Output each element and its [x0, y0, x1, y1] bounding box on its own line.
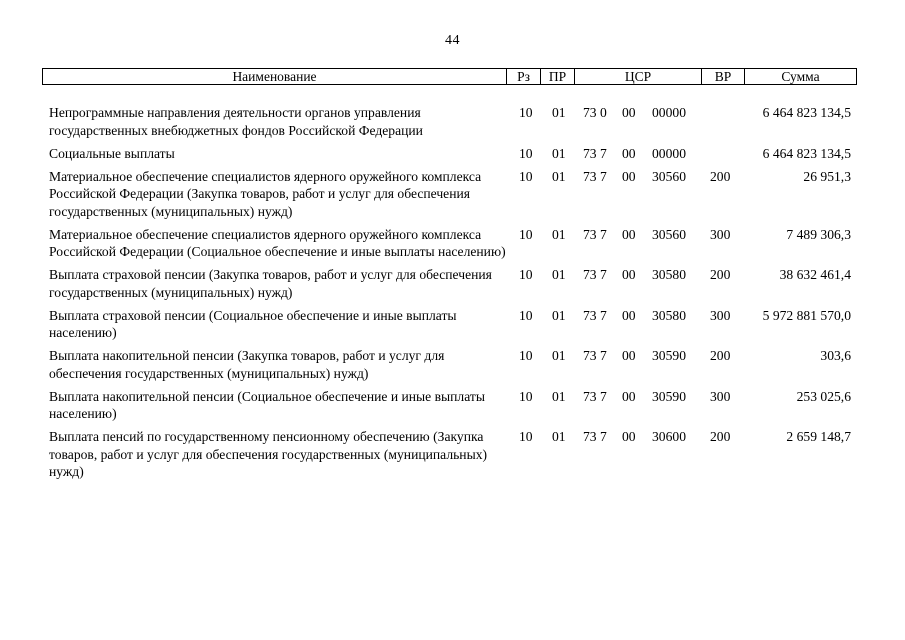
row-csr-program: 73 7: [583, 388, 607, 404]
row-sum: 6 464 823 134,5: [762, 145, 851, 161]
row-rz: 10: [519, 145, 533, 161]
row-csr-direction: 30590: [652, 388, 686, 404]
header-csr: ЦСР: [575, 69, 702, 85]
row-csr-program: 73 7: [583, 145, 607, 161]
table-header: [42, 68, 857, 85]
table-row: [42, 307, 857, 342]
row-csr-program: 73 7: [583, 307, 607, 323]
row-csr-direction: 30580: [652, 267, 686, 282]
table-row: [42, 104, 857, 139]
row-csr-subprogram: 00: [622, 388, 636, 404]
row-name: Выплата пенсий по государственному пенсионному обеспечению (Закупка товаров, работ и услуг для обеспечения государственных (муниципальных) нужд): [49, 429, 488, 479]
row-vr: 200: [710, 168, 731, 184]
header-pr: ПР: [541, 69, 575, 85]
row-sum: 7 489 306,3: [786, 226, 851, 242]
table-body: [42, 104, 857, 486]
row-rz: 10: [519, 168, 533, 184]
row-csr-program: 73 7: [583, 429, 607, 444]
row-sum: 2 659 148,7: [786, 429, 851, 444]
header-name: Наименование: [43, 69, 507, 85]
row-csr-program: 73 7: [583, 267, 607, 282]
row-csr-program: 73 7: [583, 348, 607, 363]
row-sum: 253 025,6: [796, 388, 851, 404]
table-row: [42, 388, 857, 423]
row-csr-program: 73 7: [583, 168, 607, 184]
header-vr: ВР: [702, 69, 745, 85]
row-vr: 300: [710, 226, 731, 242]
row-name: Выплата страховой пенсии (Социальное обеспечение и иные выплаты населению): [49, 307, 457, 340]
row-pr: 01: [552, 348, 566, 363]
row-sum: 26 951,3: [803, 168, 851, 184]
row-rz: 10: [519, 348, 533, 363]
row-csr-program: 73 7: [583, 226, 607, 242]
row-csr-direction: 30560: [652, 226, 686, 242]
row-csr-direction: 00000: [652, 105, 686, 120]
row-pr: 01: [552, 388, 566, 404]
row-name: Материальное обеспечение специалистов ядерного оружейного комплекса Российской Федерации (Социальное обеспечение и иные выплаты населению): [49, 226, 506, 259]
row-pr: 01: [552, 267, 566, 282]
row-vr: 300: [710, 388, 731, 404]
row-vr: 200: [710, 267, 731, 282]
row-csr-direction: 30560: [652, 168, 686, 184]
row-name: Выплата страховой пенсии (Закупка товаров, работ и услуг для обеспечения государственных (муниципальных) нужд): [49, 267, 492, 300]
row-pr: 01: [552, 105, 566, 120]
row-csr-subprogram: 00: [622, 429, 636, 444]
row-sum: 303,6: [820, 348, 851, 363]
row-sum: 5 972 881 570,0: [762, 307, 851, 323]
table-row: [42, 226, 857, 261]
row-vr: 200: [710, 348, 731, 363]
table-row: [42, 145, 857, 163]
row-csr-direction: 30580: [652, 307, 686, 323]
table-row: [42, 347, 857, 382]
page-number: 44: [445, 33, 460, 48]
header-rz: Рз: [507, 69, 541, 85]
row-csr-direction: 30590: [652, 348, 686, 363]
row-name: Выплата накопительной пенсии (Социальное обеспечение и иные выплаты населению): [49, 388, 485, 421]
row-pr: 01: [552, 429, 566, 444]
row-sum: 38 632 461,4: [779, 267, 851, 282]
row-name: Социальные выплаты: [49, 145, 175, 161]
row-csr-subprogram: 00: [622, 348, 636, 363]
row-csr-subprogram: 00: [622, 267, 636, 282]
table-row: [42, 428, 857, 481]
table-row: [42, 168, 857, 221]
table-row: [42, 266, 857, 301]
row-rz: 10: [519, 429, 533, 444]
row-csr-subprogram: 00: [622, 168, 636, 184]
row-pr: 01: [552, 307, 566, 323]
row-name: Непрограммные направления деятельности органов управления государственных внебюджетных фондов Российской Федерации: [49, 105, 423, 138]
row-csr-subprogram: 00: [622, 145, 636, 161]
row-rz: 10: [519, 307, 533, 323]
row-pr: 01: [552, 226, 566, 242]
row-sum: 6 464 823 134,5: [762, 105, 851, 120]
row-csr-subprogram: 00: [622, 307, 636, 323]
row-vr: 300: [710, 307, 731, 323]
row-vr: 200: [710, 429, 731, 444]
row-name: Выплата накопительной пенсии (Закупка товаров, работ и услуг для обеспечения государственных (муниципальных) нужд): [49, 348, 445, 381]
row-csr-subprogram: 00: [622, 226, 636, 242]
row-csr-program: 73 0: [583, 105, 607, 120]
row-rz: 10: [519, 226, 533, 242]
row-csr-direction: 30600: [652, 429, 686, 444]
row-pr: 01: [552, 145, 566, 161]
row-rz: 10: [519, 267, 533, 282]
row-rz: 10: [519, 105, 533, 120]
row-csr-subprogram: 00: [622, 105, 636, 120]
row-name: Материальное обеспечение специалистов ядерного оружейного комплекса Российской Федерации (Закупка товаров, работ и услуг для обеспечения государственных (муниципальных) нужд): [49, 168, 482, 219]
row-csr-direction: 00000: [652, 145, 686, 161]
header-sum: Сумма: [745, 69, 857, 85]
row-rz: 10: [519, 388, 533, 404]
row-pr: 01: [552, 168, 566, 184]
